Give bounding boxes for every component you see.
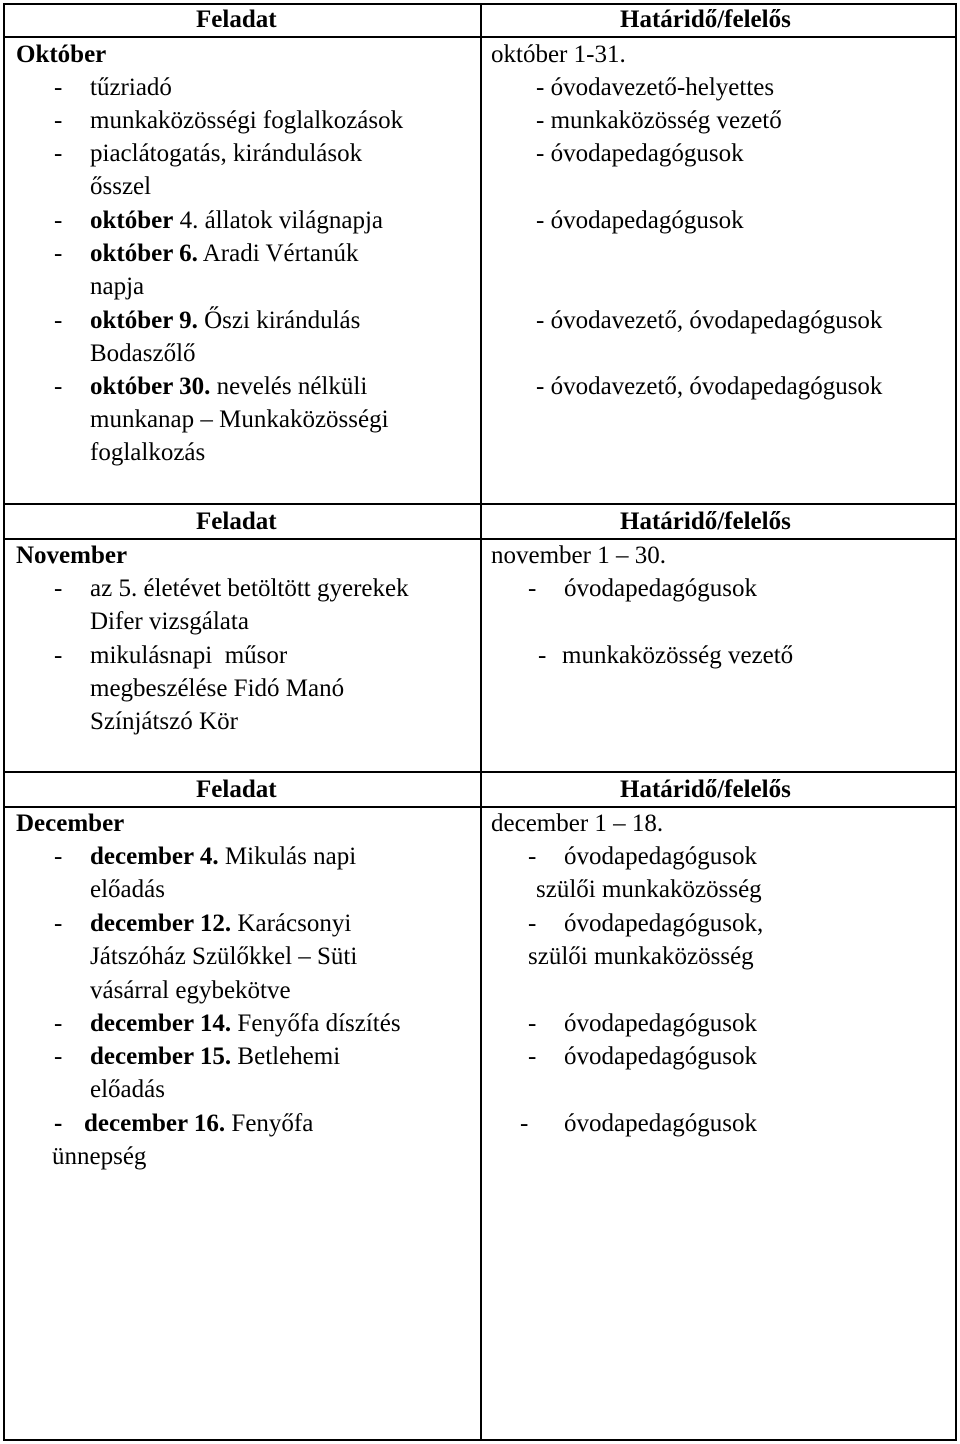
responsible: - óvodavezető, óvodapedagógusok xyxy=(536,307,883,334)
responsible: óvodapedagógusok xyxy=(564,1043,758,1070)
list-item: munkaközösségi foglalkozások xyxy=(90,107,404,134)
responsible-dash: - xyxy=(520,1110,529,1137)
list-item-cont: megbeszélése Fidó Manó xyxy=(90,675,345,702)
list-item-cont: Bodaszőlő xyxy=(90,340,196,367)
responsible-dash: - xyxy=(528,1010,537,1037)
list-item-dash: - xyxy=(54,140,63,167)
list-item-cont: munkanap – Munkaközösségi xyxy=(90,406,389,433)
responsible: - óvodapedagógusok xyxy=(536,140,744,167)
responsible-dash: - xyxy=(528,910,537,937)
list-item-cont: napja xyxy=(90,273,145,300)
list-item xyxy=(90,239,358,269)
list-item-text: 4. állatok világnapja xyxy=(173,207,383,234)
responsible: szülői munkaközösség xyxy=(528,943,754,970)
responsible: munkaközösség vezető xyxy=(562,642,794,669)
list-item xyxy=(90,1042,340,1072)
list-item-date: december 12. xyxy=(90,910,232,937)
list-item xyxy=(90,842,356,872)
list-item-dash: - xyxy=(54,575,63,602)
header-deadline: Határidő/felelős xyxy=(620,508,791,535)
list-item-date: október xyxy=(90,207,174,234)
list-item-text: Fenyőfa díszítés xyxy=(231,1010,401,1037)
month-title: November xyxy=(16,542,128,569)
deadline-text: december 1 – 18. xyxy=(491,810,664,837)
responsible-dash: - xyxy=(538,642,547,669)
list-item xyxy=(90,306,360,336)
list-item-text: Aradi Vértanúk xyxy=(197,240,359,267)
row-divider-oct xyxy=(3,36,957,38)
header-task: Feladat xyxy=(196,776,277,803)
responsible: - munkaközösség vezető xyxy=(536,107,782,134)
list-item-cont: ősszel xyxy=(90,173,152,200)
list-item-cont: Difer vizsgálata xyxy=(90,608,249,635)
header-task: Feladat xyxy=(196,508,277,535)
list-item xyxy=(90,206,383,236)
header-task: Feladat xyxy=(196,6,277,33)
list-item-dash: - xyxy=(54,373,63,400)
list-item-text: Betlehemi xyxy=(231,1043,341,1070)
list-item-dash: - xyxy=(54,1010,63,1037)
responsible: óvodapedagógusok xyxy=(564,575,758,602)
list-item-date: december 4. xyxy=(90,843,219,870)
responsible: - óvodapedagógusok xyxy=(536,207,744,234)
list-item: az 5. életévet betöltött gyerekek xyxy=(90,575,409,602)
responsible: óvodapedagógusok xyxy=(564,1110,758,1137)
list-item xyxy=(84,1109,313,1139)
list-item-cont: foglalkozás xyxy=(90,439,206,466)
list-item-cont: előadás xyxy=(90,1076,165,1103)
list-item-text: nevelés nélküli xyxy=(210,373,368,400)
list-item-cont: Színjátszó Kör xyxy=(90,708,238,735)
row-divider-nov-header xyxy=(3,503,957,505)
list-item xyxy=(90,1009,401,1039)
responsible-dash: - xyxy=(528,575,537,602)
list-item-dash: - xyxy=(54,240,63,267)
list-item-text: Őszi kirándulás xyxy=(197,307,361,334)
list-item-date: december 15. xyxy=(90,1043,232,1070)
list-item-dash: - xyxy=(54,1110,63,1137)
header-deadline: Határidő/felelős xyxy=(620,776,791,803)
responsible: óvodapedagógusok xyxy=(564,1010,758,1037)
responsible: - óvodavezető-helyettes xyxy=(536,74,775,101)
responsible-dash: - xyxy=(528,843,537,870)
list-item-date: október 6. xyxy=(90,240,198,267)
list-item-date: december 16. xyxy=(84,1110,226,1137)
month-title: December xyxy=(16,810,125,837)
list-item-dash: - xyxy=(54,642,63,669)
list-item-dash: - xyxy=(54,74,63,101)
list-item-date: október 9. xyxy=(90,307,198,334)
list-item-text: Mikulás napi xyxy=(218,843,357,870)
row-divider-dec-header xyxy=(3,771,957,773)
responsible: szülői munkaközösség xyxy=(536,876,762,903)
list-item-date: október 30. xyxy=(90,373,211,400)
month-title: Október xyxy=(16,41,107,68)
list-item-date: december 14. xyxy=(90,1010,232,1037)
list-item-cont: Játszóház Szülőkkel – Süti xyxy=(90,943,358,970)
list-item: mikulásnapi műsor xyxy=(90,642,288,669)
list-item-dash: - xyxy=(54,207,63,234)
deadline-text: október 1-31. xyxy=(491,41,626,68)
column-divider xyxy=(480,3,482,1441)
list-item xyxy=(90,372,367,402)
list-item-dash: - xyxy=(54,1043,63,1070)
list-item-cont: előadás xyxy=(90,876,165,903)
responsible-dash: - xyxy=(528,1043,537,1070)
list-item: tűzriadó xyxy=(90,74,172,101)
responsible: óvodapedagógusok xyxy=(564,843,758,870)
header-deadline: Határidő/felelős xyxy=(620,6,791,33)
list-item xyxy=(90,909,351,939)
list-item-dash: - xyxy=(54,107,63,134)
row-divider-nov xyxy=(3,538,957,540)
list-item-dash: - xyxy=(54,910,63,937)
row-divider-dec xyxy=(3,806,957,808)
responsible: - óvodavezető, óvodapedagógusok xyxy=(536,373,883,400)
deadline-text: november 1 – 30. xyxy=(491,542,666,569)
list-item-text: Karácsonyi xyxy=(231,910,352,937)
list-item-dash: - xyxy=(54,843,63,870)
list-item: piaclátogatás, kirándulások xyxy=(90,140,363,167)
responsible: óvodapedagógusok, xyxy=(564,910,764,937)
list-item-cont: ünnepség xyxy=(52,1143,147,1170)
list-item-dash: - xyxy=(54,307,63,334)
list-item-cont: vásárral egybekötve xyxy=(90,977,291,1004)
list-item-text: Fenyőfa xyxy=(225,1110,314,1137)
